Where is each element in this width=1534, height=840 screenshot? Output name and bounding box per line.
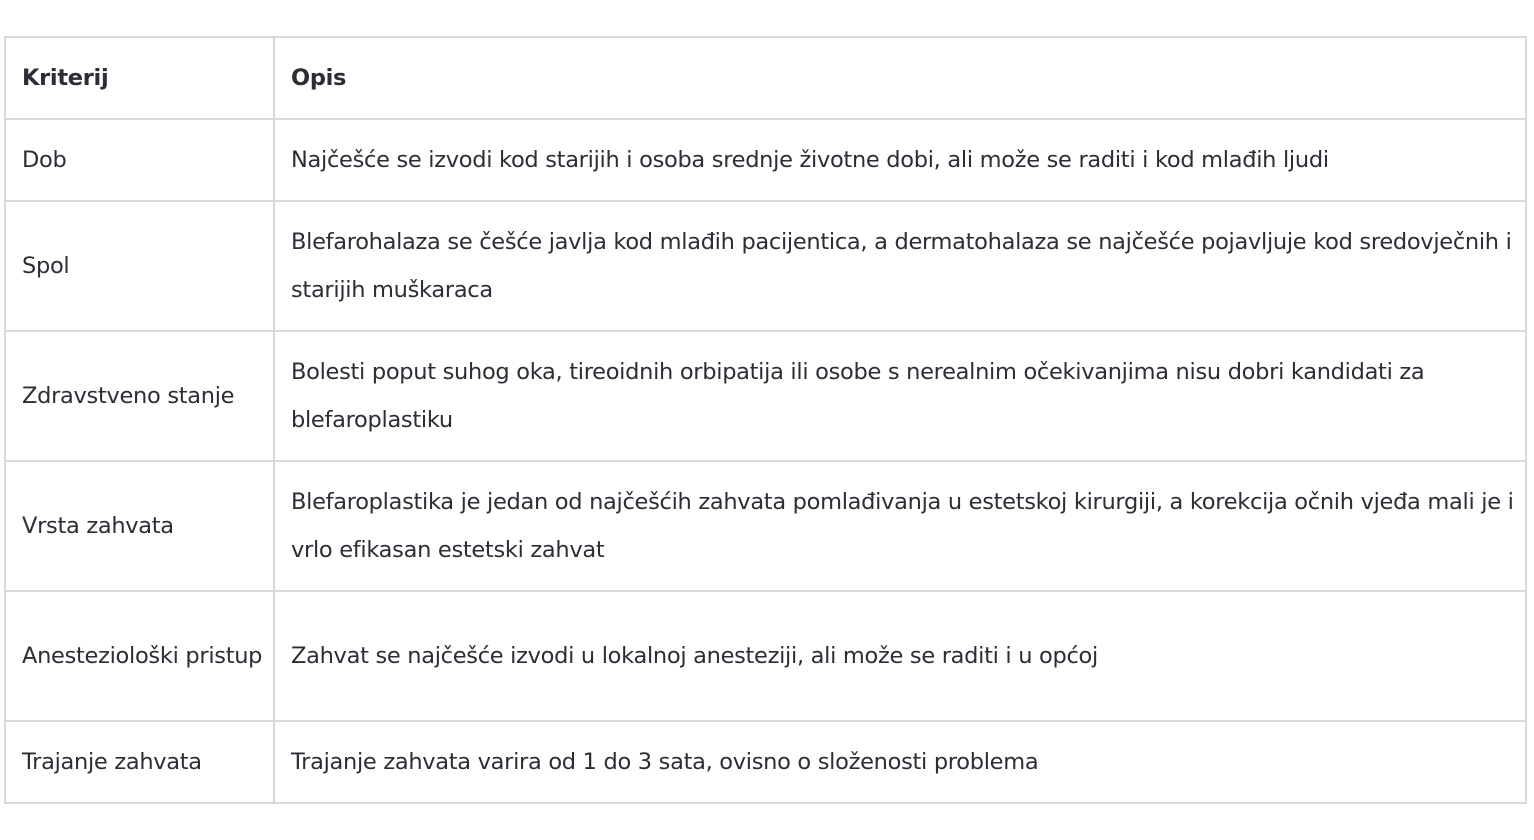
table-row xyxy=(5,721,1526,803)
cell-opis: Trajanje zahvata varira od 1 do 3 sata, ovisno o složenosti problema xyxy=(274,721,1526,803)
cell-kriterij: Trajanje zahvata xyxy=(5,721,274,803)
cell-opis: Zahvat se najčešće izvodi u lokalnoj anesteziji, ali može se raditi i u općoj xyxy=(274,591,1526,721)
cell-opis: Blefarohalaza se češće javlja kod mlađih pacijentica, a dermatohalaza se najčešće pojavljuje kod sredovječnih i starijih muškaraca xyxy=(274,201,1526,331)
header-kriterij: Kriterij xyxy=(5,37,274,119)
cell-opis: Blefaroplastika je jedan od najčešćih zahvata pomlađivanja u estetskoj kirurgiji, a korekcija očnih vjeđa mali je i vrlo efikasan estetski zahvat xyxy=(274,461,1526,591)
cell-kriterij: Vrsta zahvata xyxy=(5,461,274,591)
table-row xyxy=(5,591,1526,721)
cell-opis: Bolesti poput suhog oka, tireoidnih orbipatija ili osobe s nerealnim očekivanjima nisu dobri kandidati za blefaroplastiku xyxy=(274,331,1526,461)
cell-kriterij: Anesteziološki pristup xyxy=(5,591,274,721)
table-row xyxy=(5,119,1526,201)
table-row xyxy=(5,201,1526,331)
table-row xyxy=(5,461,1526,591)
table-header-row xyxy=(5,37,1526,119)
header-opis: Opis xyxy=(274,37,1526,119)
table-row xyxy=(5,331,1526,461)
cell-kriterij: Spol xyxy=(5,201,274,331)
cell-kriterij: Zdravstveno stanje xyxy=(5,331,274,461)
cell-opis: Najčešće se izvodi kod starijih i osoba srednje životne dobi, ali može se raditi i kod mlađih ljudi xyxy=(274,119,1526,201)
criteria-table xyxy=(4,36,1527,804)
cell-kriterij: Dob xyxy=(5,119,274,201)
